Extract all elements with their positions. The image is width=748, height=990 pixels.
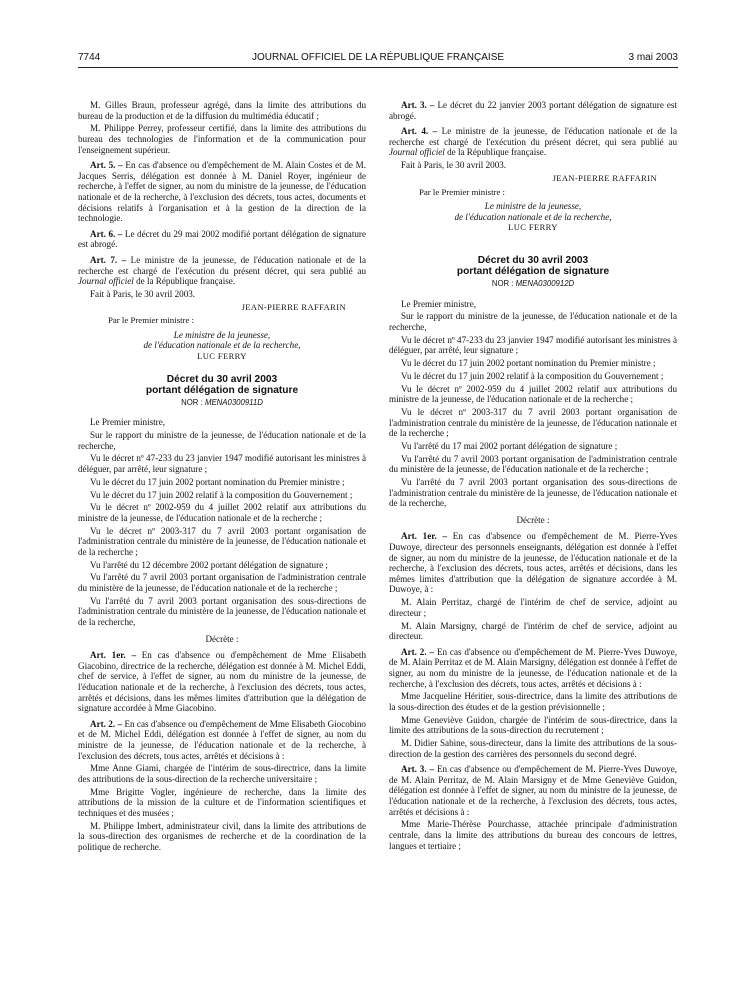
article-label: Art. 6. – bbox=[90, 228, 123, 239]
article-text: En cas d'absence ou d'empêchement de Mme Elisabeth Giacobino, directrice de la recherche, délégation est donnée à M. Michel Eddi, chef de service, à l'effet de signer, au nom du ministre de la jeunesse, de l'éducation nationale et de la recherche, à l'exclusion des décrets, tous actes, arrêtés et décisions, dans les mêmes limites d'attribution que la délégation de signature accordée à Mme Giacobino. bbox=[78, 650, 367, 714]
paragraph: M. Philippe Perrey, professeur certifié, dans la limite des attributions du bureau des technologies de l'information et de la communication pour l'enseignement supérieur. bbox=[78, 123, 366, 155]
article-text: Le décret du 22 janvier 2003 portant délégation de signature est abrogé. bbox=[389, 100, 678, 121]
visa: Vu le décret du 17 juin 2002 portant nomination du Premier ministre ; bbox=[401, 358, 656, 369]
delegate: M. Philippe Imbert, administrateur civil, dans la limite des attributions de la sous-direction des organismes de recherche et de la coordination de la politique de recherche. bbox=[78, 820, 366, 852]
delegate: M. Alain Marsigny, chargé de l'intérim de chef de service, adjoint au directeur. bbox=[389, 620, 677, 642]
par-le-premier-ministre: Par le Premier ministre : bbox=[108, 315, 194, 326]
page-number: 7744 bbox=[78, 52, 101, 63]
right-column bbox=[389, 100, 677, 853]
article-text: En cas d'absence ou d'empêchement de M. Alain Costes et de M. Jacques Serris, délégation est donnée à M. Daniel Royer, ingénieur de recherche, à l'effet de signer, au nom du ministre de la jeunesse, de l'éducation nationale et de la recherche, à l'exclusion des décrets, tous actes, documents et décisions relatifs à l'organisation et à la gestion de la direction de la technologie. bbox=[78, 160, 366, 224]
delegate: Mme Marie-Thérèse Pourchasse, attachée principale d'administration centrale, dans la limite des attributions du bureau des concours de lettres, langues et tertiaire ; bbox=[389, 819, 677, 851]
article-label: Art. 2. – bbox=[90, 718, 123, 729]
left-column bbox=[78, 100, 366, 855]
article-2 bbox=[78, 719, 366, 761]
nor-label: NOR : bbox=[491, 278, 514, 288]
visa: Vu le décret du 17 juin 2002 portant nomination du Premier ministre ; bbox=[90, 476, 345, 487]
article-1 bbox=[78, 650, 366, 714]
article-label: Art. 3. – bbox=[401, 764, 435, 775]
visa: Vu le décret nº 47-233 du 23 janvier 1947 modifié autorisant les ministres à déléguer, par arrêté, leur signature ; bbox=[78, 453, 366, 474]
article-label: Art. 1er. – bbox=[90, 650, 136, 661]
done-at: Fait à Paris, le 30 avril 2003. bbox=[90, 288, 196, 299]
visa: Sur le rapport du ministre de la jeunesse, de l'éducation nationale et de la recherche, bbox=[389, 311, 677, 332]
nor-code: MENA0300911D bbox=[204, 397, 263, 407]
decree-title: Décret du 30 avril 2003 bbox=[477, 254, 589, 266]
minister-name: LUC FERRY bbox=[508, 222, 558, 233]
nor-label: NOR : bbox=[181, 397, 203, 407]
visa: Vu l'arrêté du 17 mai 2002 portant délégation de signature ; bbox=[401, 440, 618, 451]
visa: Vu l'arrêté du 12 décembre 2002 portant délégation de signature ; bbox=[90, 559, 328, 570]
delegate: Mme Jacqueline Héritier, sous-directrice, dans la limite des attributions de la sous-direction des études et de la gestion prévisionnelle ; bbox=[389, 691, 677, 712]
delegate: Mme Brigitte Vogler, ingénieure de recherche, dans la limite des attributions de la mission de la culture et de l'information scientifiques et techniques et des musées ; bbox=[78, 786, 366, 818]
done-at: Fait à Paris, le 30 avril 2003. bbox=[401, 160, 507, 171]
article-3-second bbox=[389, 764, 677, 817]
article-2 bbox=[389, 647, 677, 689]
delegate: M. Didier Sabine, sous-directeur, dans la limite des attributions de la sous-direction de la gestion des carrières des personnels du second degré. bbox=[389, 738, 677, 759]
article-label: Art. 4. – bbox=[401, 126, 438, 137]
visa: Sur le rapport du ministre de la jeunesse, de l'éducation nationale et de la recherche, bbox=[78, 430, 366, 451]
visa: Vu le décret nº 2003-317 du 7 avril 2003 portant organisation de l'administration centrale du ministère de la jeunesse, de l'éducation nationale et de la recherche ; bbox=[78, 525, 366, 557]
issue-date: 3 mai 2003 bbox=[628, 52, 678, 63]
decree-subtitle: portant délégation de signature bbox=[145, 385, 299, 397]
visa: Vu le décret nº 2003-317 du 7 avril 2003 portant organisation de l'administration centrale du ministère de la jeunesse, de l'éducation nationale et de la recherche ; bbox=[389, 406, 677, 439]
visa: Vu le décret nº 2002-959 du 4 juillet 2002 relatif aux attributions du ministre de la jeunesse, de l'éducation nationale et de la recherche ; bbox=[389, 383, 677, 405]
journal-ref: Journal officiel bbox=[389, 147, 445, 158]
nor-reference bbox=[389, 279, 677, 290]
page-header bbox=[78, 52, 678, 66]
article-5 bbox=[78, 160, 366, 224]
visa: Vu l'arrêté du 7 avril 2003 portant organisation de l'administration centrale du ministère de la jeunesse, de l'éducation nationale et de la recherche ; bbox=[78, 572, 366, 594]
journal-title: JOURNAL OFFICIEL DE LA RÉPUBLIQUE FRANÇAISE bbox=[251, 52, 505, 63]
nor-code: MENA0300912D bbox=[515, 278, 575, 288]
minister-title: Le ministre de la jeunesse, bbox=[484, 201, 582, 212]
article-text: de la République française. bbox=[447, 147, 547, 158]
minister-title: Le ministre de la jeunesse, bbox=[173, 329, 271, 340]
article-text: Le ministre de la jeunesse, de l'éducation nationale et de la recherche est chargé de l'exécution du présent décret, qui sera publié au bbox=[389, 126, 677, 147]
decrete: Décrète : bbox=[516, 514, 550, 525]
article-text: En cas d'absence ou d'empêchement de M. Pierre-Yves Duwoye, de M. Alain Perritaz et de M. Alain Marsigny, délégation est donnée à l'effet de signer, au nom du ministre de la jeunesse, de l'éducation nationale et de la recherche, à l'exclusion des décrets, tous actes, arrêtés et décisions à : bbox=[389, 646, 678, 689]
article-text: En cas d'absence ou d'empêchement de M. Pierre-Yves Duwoye, de M. Alain Perritaz, de M. Alain Marsigny et de Mme Geneviève Guidon, délégation est donnée à l'effet de signer, au nom du ministre de la jeunesse, de l'éducation nationale et de la recherche, à l'exclusion des décrets, tous actes, arrêtés et décisions à : bbox=[389, 764, 677, 817]
article-text: En cas d'absence ou d'empêchement de Mme Elisabeth Giocobino et de M. Michel Eddi, délégation est donnée à l'effet de signer, au nom du ministre de la jeunesse, de l'éducation nationale et de la recherche, à l'exclusion des décrets, tous actes, arrêtés et décisions à : bbox=[78, 718, 366, 761]
article-3 bbox=[389, 100, 677, 121]
article-7 bbox=[78, 255, 366, 287]
article-text: Le ministre de la jeunesse, de l'éducation nationale et de la recherche est chargé de l'exécution du présent décret, qui sera publié au bbox=[78, 254, 366, 276]
signatory: JEAN-PIERRE RAFFARIN bbox=[552, 172, 657, 183]
nor-reference bbox=[78, 398, 366, 409]
visa: Vu le décret du 17 juin 2002 relatif à la composition du Gouvernement ; bbox=[401, 370, 664, 381]
article-label: Art. 2. – bbox=[401, 646, 435, 657]
header-rule bbox=[78, 67, 678, 68]
visa: Vu l'arrêté du 7 avril 2003 portant organisation de l'administration centrale du ministère de la jeunesse, de l'éducation nationale et de la recherche ; bbox=[389, 453, 677, 475]
delegate: M. Alain Perritaz, chargé de l'intérim de chef de service, adjoint au directeur ; bbox=[389, 597, 677, 618]
article-4 bbox=[389, 126, 677, 158]
article-text: Le décret du 29 mai 2002 modifié portant délégation de signature est abrogé. bbox=[78, 228, 366, 250]
minister-name: LUC FERRY bbox=[197, 351, 247, 362]
minister-title: de l'éducation nationale et de la recherche, bbox=[143, 340, 301, 351]
visa: Le Premier ministre, bbox=[90, 417, 166, 428]
decree-subtitle: portant délégation de signature bbox=[456, 266, 610, 278]
visa: Vu le décret du 17 juin 2002 relatif à la composition du Gouvernement ; bbox=[90, 489, 353, 500]
article-label: Art. 1er. – bbox=[401, 531, 448, 542]
article-label: Art. 3. – bbox=[401, 100, 435, 110]
article-text: de la République française. bbox=[136, 276, 236, 287]
decree-title: Décret du 30 avril 2003 bbox=[166, 373, 278, 385]
visa: Vu le décret nº 2002-959 du 4 juillet 2002 relatif aux attributions du ministre de la jeunesse, de l'éducation nationale et de la recherche ; bbox=[78, 502, 366, 523]
visa: Le Premier ministre, bbox=[401, 298, 477, 309]
article-label: Art. 5. – bbox=[90, 160, 123, 171]
visa: Vu l'arrêté du 7 avril 2003 portant organisation des sous-directions de l'administration centrale du ministère de la jeunesse, de l'éducation nationale et de la recherche, bbox=[78, 595, 366, 627]
journal-ref: Journal officiel bbox=[78, 276, 134, 287]
article-1 bbox=[389, 531, 677, 595]
visa: Vu le décret nº 47-233 du 23 janvier 1947 modifié autorisant les ministres à déléguer, par arrêté, leur signature ; bbox=[389, 334, 677, 356]
article-text: En cas d'absence ou d'empêchement de M. Pierre-Yves Duwoye, directeur des personnels enseignants, délégation est donnée à l'effet de signer, au nom du ministre de la jeunesse, de l'éducation nationale et de la recherche, à l'exclusion des décrets, tous actes, arrêtés et décisions, dans les mêmes limites d'attribution que la délégation de signature accordée à M. Duwoye, à : bbox=[389, 531, 678, 595]
visa: Vu l'arrêté du 7 avril 2003 portant organisation des sous-directions de l'administration centrale du ministère de la jeunesse, de l'éducation nationale et de la recherche, bbox=[389, 477, 677, 509]
article-6 bbox=[78, 229, 366, 250]
article-label: Art. 7. – bbox=[90, 254, 127, 265]
decrete: Décrète : bbox=[205, 633, 239, 644]
minister-title: de l'éducation nationale et de la recherche, bbox=[454, 211, 612, 222]
paragraph: M. Gilles Braun, professeur agrégé, dans la limite des attributions du bureau de la production et de la diffusion du multimédia éducatif ; bbox=[78, 100, 366, 121]
delegate: Mme Geneviève Guidon, chargée de l'intérim de sous-directrice, dans la limite des attributions de la sous-direction du recrutement ; bbox=[389, 714, 677, 736]
par-le-premier-ministre: Par le Premier ministre : bbox=[419, 186, 505, 197]
delegate: Mme Anne Giami, chargée de l'intérim de sous-directrice, dans la limite des attributions de la sous-direction de la recherche universitaire ; bbox=[78, 763, 366, 784]
signatory: JEAN-PIERRE RAFFARIN bbox=[241, 301, 346, 312]
